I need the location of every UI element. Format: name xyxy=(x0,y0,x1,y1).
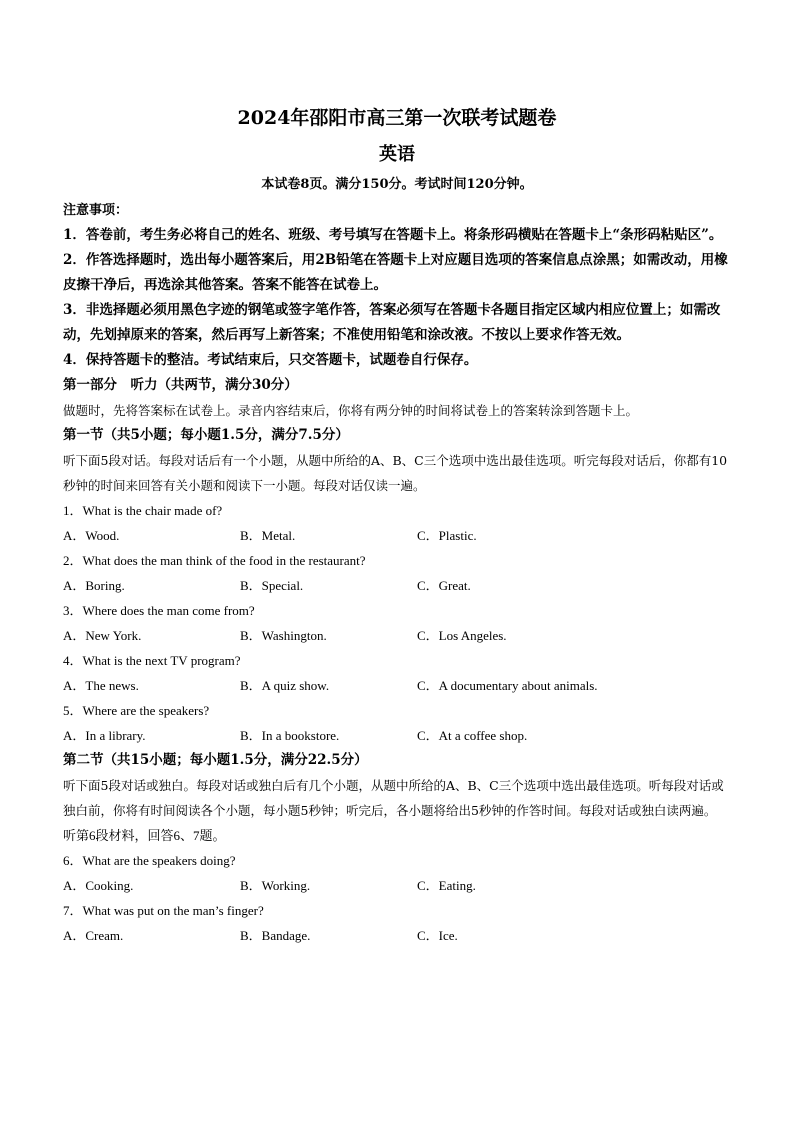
option-b: B．In a bookstore. xyxy=(240,728,340,743)
question-block-3 xyxy=(63,598,731,648)
option-row xyxy=(63,623,731,648)
question-stem: 3．Where does the man come from? xyxy=(63,603,255,618)
section2-heading: 第二节（共15小题；每小题1.5分，满分22.5分） xyxy=(63,752,368,768)
section2-instruction: 听下面5段对话或独白。每段对话或独白后有几个小题，从题中所给的A、B、C三个选项中选出最佳选项。听每段对话或独白前，你将有时间阅读各个小题，每小题5秒钟；听完后，各小题将给出5秒钟的作答时间。每段对话或独白读两遍。 xyxy=(63,778,724,818)
question-block-6 xyxy=(63,848,731,898)
material-note: 听第6段材料，回答6、7题。 xyxy=(63,828,226,843)
notice-section xyxy=(63,198,731,373)
question-stem: 6．What are the speakers doing? xyxy=(63,853,236,868)
question-block-1 xyxy=(63,498,731,548)
option-row xyxy=(63,923,731,948)
question-block-5 xyxy=(63,698,731,748)
option-row xyxy=(63,873,731,898)
option-b: B．Special. xyxy=(240,578,304,593)
option-c: C．Great. xyxy=(417,578,471,593)
question-stem: 4．What is the next TV program? xyxy=(63,653,241,668)
option-row xyxy=(63,523,731,548)
option-b: B．A quiz show. xyxy=(240,678,330,693)
option-b: B．Washington. xyxy=(240,628,327,643)
question-stem: 1．What is the chair made of? xyxy=(63,503,223,518)
notice-item-1: 1．答卷前，考生务必将自己的姓名、班级、考号填写在答题卡上。将条形码横贴在答题卡上“条形码粘贴区”。 xyxy=(63,227,723,243)
option-c: C．At a coffee shop. xyxy=(417,728,528,743)
question-block-2 xyxy=(63,548,731,598)
option-row xyxy=(63,573,731,598)
option-c: C．A documentary about animals. xyxy=(417,678,598,693)
notice-heading: 注意事项： xyxy=(63,203,129,218)
exam-info: 本试卷8页。满分150分。考试时间120分钟。 xyxy=(261,177,533,192)
option-a: A．Cream. xyxy=(63,928,124,943)
option-c: C．Ice. xyxy=(417,928,458,943)
part1-instruction: 做题时，先将答案标在试卷上。录音内容结束后，你将有两分钟的时间将试卷上的答案转涂到答题卡上。 xyxy=(63,403,639,418)
question-block-7 xyxy=(63,898,731,948)
question-stem: 7．What was put on the man’s finger? xyxy=(63,903,264,918)
option-a: A．In a library. xyxy=(63,728,146,743)
option-a: A．The news. xyxy=(63,678,139,693)
section1-instruction: 听下面5段对话。每段对话后有一个小题，从题中所给的A、B、C三个选项中选出最佳选项。听完每段对话后，你都有10秒钟的时间来回答有关小题和阅读下一小题。每段对话仅读一遍。 xyxy=(63,453,728,493)
option-a: A．New York. xyxy=(63,628,142,643)
notice-item-3: 3．非选择题必须用黑色字迹的钢笔或签字笔作答，答案必须写在答题卡各题目指定区域内相应位置上；如需改动，先划掉原来的答案，然后再写上新答案；不准使用铅笔和涂改液。不按以上要求作答无效。 xyxy=(63,302,721,343)
notice-item-2: 2．作答选择题时，选出每小题答案后，用2B铅笔在答题卡上对应题目选项的答案信息点涂黑；如需改动，用橡皮擦干净后，再选涂其他答案。答案不能答在试卷上。 xyxy=(63,252,728,293)
option-b: B．Working. xyxy=(240,878,311,893)
option-c: C．Los Angeles. xyxy=(417,628,507,643)
option-a: A．Cooking. xyxy=(63,878,134,893)
exam-page xyxy=(63,98,731,948)
option-row xyxy=(63,673,731,698)
option-c: C．Plastic. xyxy=(417,528,477,543)
question-stem: 5．Where are the speakers? xyxy=(63,703,210,718)
subject-title: 英语 xyxy=(379,144,415,165)
option-row xyxy=(63,723,731,748)
option-c: C．Eating. xyxy=(417,878,476,893)
exam-title: 2024年邵阳市高三第一次联考试题卷 xyxy=(237,107,557,129)
notice-item-4: 4．保持答题卡的整洁。考试结束后，只交答题卡，试题卷自行保存。 xyxy=(63,352,478,368)
part1-heading: 第一部分 听力（共两节，满分30分） xyxy=(63,377,298,393)
question-stem: 2．What does the man think of the food in the restaurant? xyxy=(63,553,366,568)
option-b: B．Metal. xyxy=(240,528,296,543)
option-a: A．Boring. xyxy=(63,578,125,593)
option-a: A．Wood. xyxy=(63,528,120,543)
section1-heading: 第一节（共5小题；每小题1.5分，满分7.5分） xyxy=(63,427,349,443)
question-block-4 xyxy=(63,648,731,698)
option-b: B．Bandage. xyxy=(240,928,311,943)
